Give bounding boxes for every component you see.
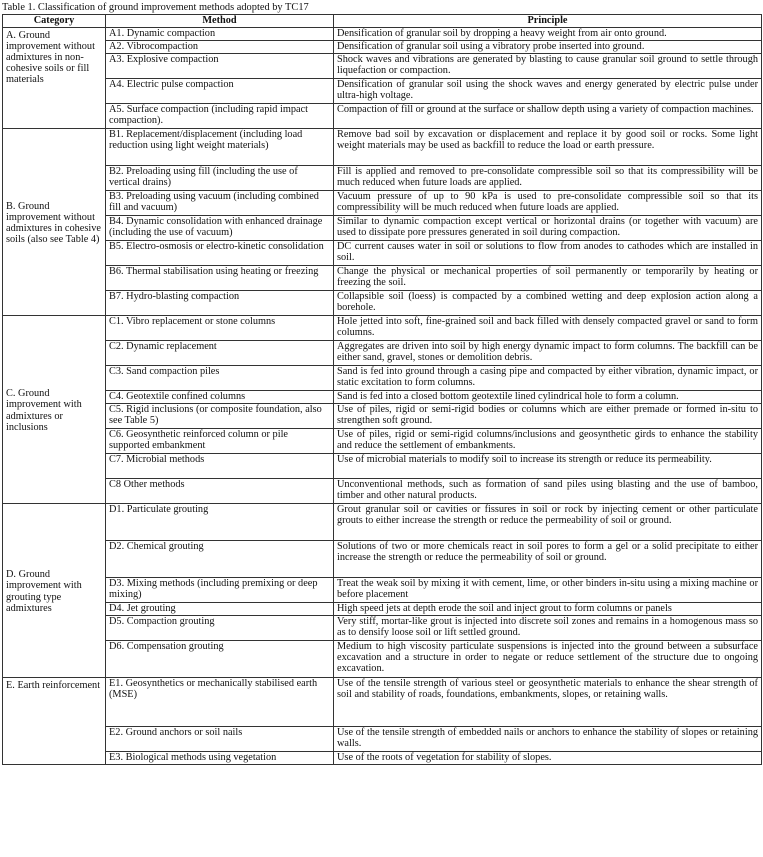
method-cell: A3. Explosive compaction <box>106 54 334 79</box>
method-cell: A4. Electric pulse compaction <box>106 79 334 104</box>
principle-cell: Use of piles, rigid or semi-rigid columns/inclusions and geosynthetic girds to enhance the stability and reduce the settlement of embankments. <box>334 429 762 454</box>
table-caption: Table 1. Classification of ground improvement methods adopted by TC17 <box>2 2 309 13</box>
method-cell: E1. Geosynthetics or mechanically stabilised earth (MSE) <box>106 678 334 727</box>
method-cell: B4. Dynamic consolidation with enhanced drainage (including the use of vacuum) <box>106 216 334 241</box>
table-row <box>3 241 762 266</box>
category-cell: A. Ground improvement without admixtures in non-cohesive soils or fill materials <box>3 28 106 129</box>
method-cell: C5. Rigid inclusions (or composite foundation, also see Table 5) <box>106 404 334 429</box>
method-cell: A1. Dynamic compaction <box>106 28 334 41</box>
principle-cell: Use of piles, rigid or semi-rigid bodies or columns which are either premade or formed in-situ to strengthen soft ground. <box>334 404 762 429</box>
table-row <box>3 641 762 678</box>
table-row <box>3 752 762 765</box>
method-cell: C6. Geosynthetic reinforced column or pile supported embankment <box>106 429 334 454</box>
header-category: Category <box>3 15 106 28</box>
table-row <box>3 678 762 727</box>
principle-cell: Densification of granular soil by dropping a heavy weight from air onto ground. <box>334 28 762 41</box>
method-cell: B6. Thermal stabilisation using heating or freezing <box>106 266 334 291</box>
principle-cell: Sand is fed into ground through a casing pipe and compacted by either vibration, dynamic impact, or static excitation to form columns. <box>334 366 762 391</box>
principle-cell: Hole jetted into soft, fine-grained soil and back filled with densely compacted gravel or sand to form columns. <box>334 316 762 341</box>
method-cell: D1. Particulate grouting <box>106 504 334 541</box>
method-cell: A2. Vibrocompaction <box>106 41 334 54</box>
method-cell: D3. Mixing methods (including premixing or deep mixing) <box>106 578 334 603</box>
method-cell: E2. Ground anchors or soil nails <box>106 727 334 752</box>
method-cell: B3. Preloading using vacuum (including combined fill and vacuum) <box>106 191 334 216</box>
principle-cell: Compaction of fill or ground at the surface or shallow depth using a variety of compaction machines. <box>334 104 762 129</box>
principle-cell: DC current causes water in soil or solutions to flow from anodes to cathodes which are installed in soil. <box>334 241 762 266</box>
table-row <box>3 616 762 641</box>
method-cell: B7. Hydro-blasting compaction <box>106 291 334 316</box>
method-cell: D6. Compensation grouting <box>106 641 334 678</box>
table-row <box>3 28 762 41</box>
table-row <box>3 104 762 129</box>
principle-cell: Vacuum pressure of up to 90 kPa is used to pre-consolidate compressible soil so that its compressibility will be much reduced when future loads are applied. <box>334 191 762 216</box>
category-cell: B. Ground improvement without admixtures in cohesive soils (also see Table 4) <box>3 129 106 316</box>
principle-cell: Similar to dynamic compaction except vertical or horizontal drains (or together with vacuum) are used to dissipate pore pressures generated in soil during compaction. <box>334 216 762 241</box>
category-cell: E. Earth reinforcement <box>3 678 106 765</box>
method-cell: C4. Geotextile confined columns <box>106 391 334 404</box>
method-cell: D5. Compaction grouting <box>106 616 334 641</box>
principle-cell: High speed jets at depth erode the soil and inject grout to form columns or panels <box>334 603 762 616</box>
category-cell: D. Ground improvement with grouting type admixtures <box>3 504 106 678</box>
table-row <box>3 541 762 578</box>
table-row <box>3 166 762 191</box>
table-row <box>3 266 762 291</box>
method-cell: C7. Microbial methods <box>106 454 334 479</box>
table-row <box>3 191 762 216</box>
table-row <box>3 341 762 366</box>
principle-cell: Remove bad soil by excavation or displacement and replace it by good soil or rocks. Some light weight materials may be used as backfill to reduce the load or earth pressure. <box>334 129 762 166</box>
method-cell: C3. Sand compaction piles <box>106 366 334 391</box>
principle-cell: Use of the tensile strength of various steel or geosynthetic materials to enhance the shear strength of soil and stability of roads, foundations, embankments, slopes, or retaining walls. <box>334 678 762 727</box>
principle-cell: Shock waves and vibrations are generated by blasting to cause granular soil ground to settle through liquefaction or compaction. <box>334 54 762 79</box>
table-row <box>3 79 762 104</box>
principle-cell: Change the physical or mechanical properties of soil permanently or temporarily by heating or freezing the soil. <box>334 266 762 291</box>
principle-cell: Use of the roots of vegetation for stability of slopes. <box>334 752 762 765</box>
table-row <box>3 216 762 241</box>
table-row <box>3 404 762 429</box>
principle-cell: Densification of granular soil using the shock waves and energy generated by electric pulse under ultra-high voltage. <box>334 79 762 104</box>
method-cell: B2. Preloading using fill (including the use of vertical drains) <box>106 166 334 191</box>
principle-cell: Treat the weak soil by mixing it with cement, lime, or other binders in-situ using a mixing machine or before placement <box>334 578 762 603</box>
principle-cell: Very stiff, mortar-like grout is injected into discrete soil zones and remains in a homogenous mass so as to densify loose soil or lift settled ground. <box>334 616 762 641</box>
principle-cell: Grout granular soil or cavities or fissures in soil or rock by injecting cement or other particulate grouts to either increase the strength or reduce the permeability of soil or ground. <box>334 504 762 541</box>
method-cell: D4. Jet grouting <box>106 603 334 616</box>
method-cell: E3. Biological methods using vegetation <box>106 752 334 765</box>
table-row <box>3 454 762 479</box>
header-row <box>3 15 762 28</box>
table-row <box>3 578 762 603</box>
table-row <box>3 129 762 166</box>
table-row <box>3 54 762 79</box>
principle-cell: Fill is applied and removed to pre-consolidate compressible soil so that its compressibility will be much reduced when future loads are applied. <box>334 166 762 191</box>
header-principle: Principle <box>334 15 762 28</box>
table-row <box>3 504 762 541</box>
category-cell: C. Ground improvement with admixtures or inclusions <box>3 316 106 504</box>
table-body <box>3 28 762 765</box>
method-cell: A5. Surface compaction (including rapid impact compaction). <box>106 104 334 129</box>
table-header <box>3 15 762 28</box>
table-row <box>3 291 762 316</box>
principle-cell: Use of the tensile strength of embedded nails or anchors to enhance the stability of slopes or retaining walls. <box>334 727 762 752</box>
principle-cell: Sand is fed into a closed bottom geotextile lined cylindrical hole to form a column. <box>334 391 762 404</box>
principle-cell: Use of microbial materials to modify soil to increase its strength or reduce its permeability. <box>334 454 762 479</box>
method-cell: B5. Electro-osmosis or electro-kinetic consolidation <box>106 241 334 266</box>
table-row <box>3 727 762 752</box>
principle-cell: Densification of granular soil using a vibratory probe inserted into ground. <box>334 41 762 54</box>
method-cell: C1. Vibro replacement or stone columns <box>106 316 334 341</box>
principle-cell: Medium to high viscosity particulate suspensions is injected into the ground between a subsurface excavation and a structure in order to negate or reduce settlement of the structure due to ongoing excavation. <box>334 641 762 678</box>
table-row <box>3 41 762 54</box>
method-cell: C2. Dynamic replacement <box>106 341 334 366</box>
method-cell: D2. Chemical grouting <box>106 541 334 578</box>
principle-cell: Unconventional methods, such as formation of sand piles using blasting and the use of bamboo, timber and other natural products. <box>334 479 762 504</box>
table-row <box>3 429 762 454</box>
classification-table <box>2 14 762 765</box>
header-method: Method <box>106 15 334 28</box>
table-row <box>3 603 762 616</box>
principle-cell: Aggregates are driven into soil by high energy dynamic impact to form columns. The backfill can be either sand, gravel, stones or demolition debris. <box>334 341 762 366</box>
principle-cell: Solutions of two or more chemicals react in soil pores to form a gel or a solid precipitate to either increase the strength or reduce the permeability of soil or ground. <box>334 541 762 578</box>
table-row <box>3 366 762 391</box>
table-row <box>3 316 762 341</box>
method-cell: C8 Other methods <box>106 479 334 504</box>
principle-cell: Collapsible soil (loess) is compacted by a combined wetting and deep explosion action along a borehole. <box>334 291 762 316</box>
table-row <box>3 479 762 504</box>
table-row <box>3 391 762 404</box>
method-cell: B1. Replacement/displacement (including load reduction using light weight materials) <box>106 129 334 166</box>
